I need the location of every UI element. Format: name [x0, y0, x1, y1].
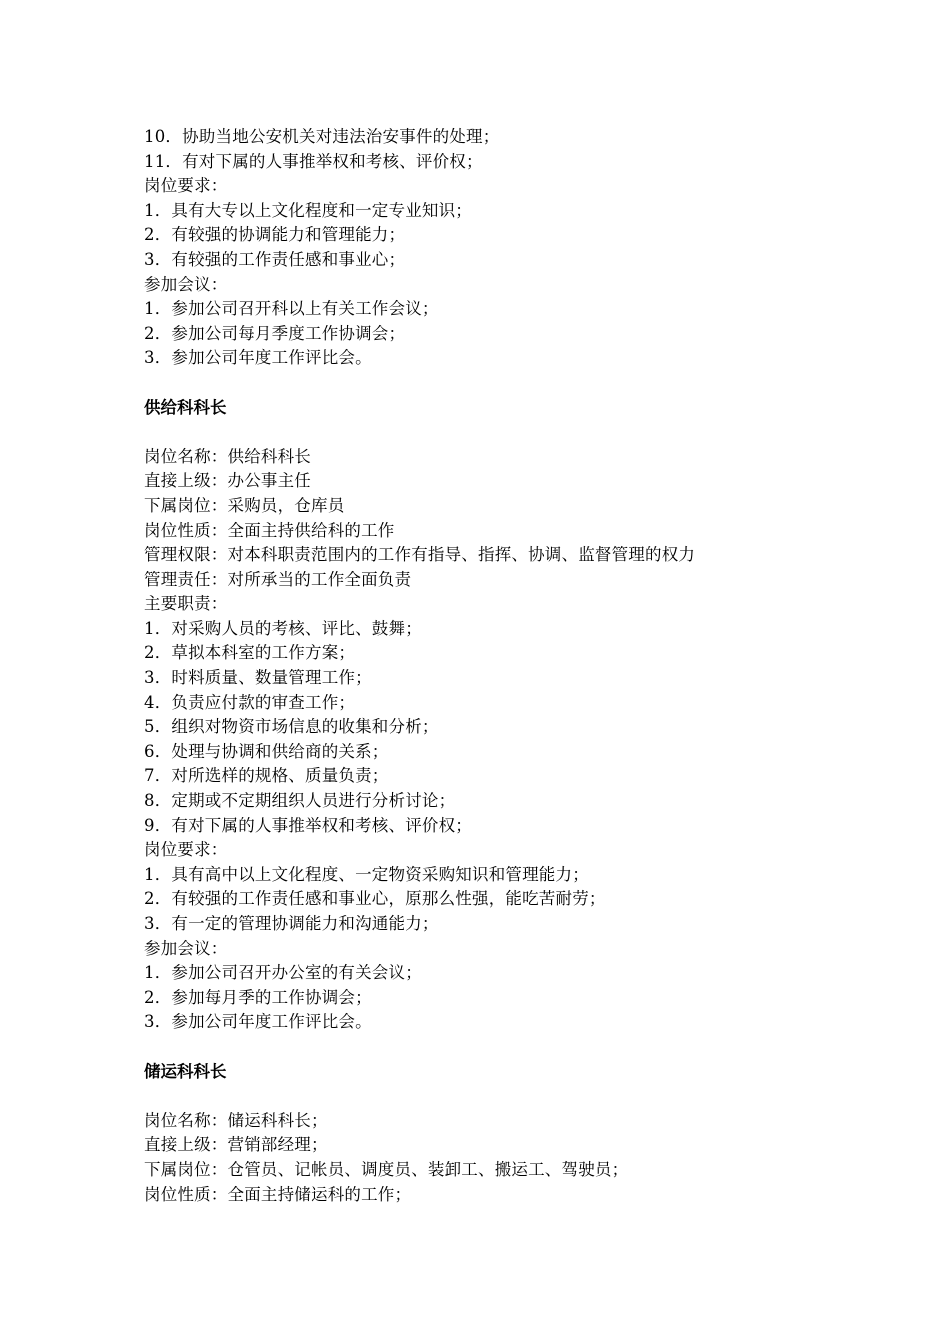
spacer	[144, 1084, 844, 1109]
text-line: 主要职责：	[144, 594, 228, 614]
text-line: 1．对采购人员的考核、评比、鼓舞；	[144, 618, 422, 638]
document-page	[144, 125, 844, 1207]
text-line: 参加会议：	[144, 274, 228, 294]
text-line: 5．组织对物资市场信息的收集和分析；	[144, 717, 439, 737]
text-line: 管理权限：对本科职责范围内的工作有指导、指挥、协调、监督管理的权力	[144, 545, 696, 565]
section-heading: 储运科科长	[144, 1061, 227, 1081]
spacer	[144, 371, 844, 396]
text-line: 1．具有大专以上文化程度和一定专业知识；	[144, 200, 472, 220]
text-line: 岗位要求：	[144, 176, 228, 196]
text-line: 岗位性质：全面主持储运科的工作；	[144, 1184, 412, 1204]
spacer	[144, 1035, 844, 1060]
text-line: 8．定期或不定期组织人员进行分析讨论；	[144, 791, 456, 811]
text-line: 2．草拟本科室的工作方案；	[144, 643, 356, 663]
text-line: 3．时料质量、数量管理工作；	[144, 668, 372, 688]
text-line: 9．有对下属的人事推举权和考核、评价权；	[144, 815, 472, 835]
section-continued-duties	[144, 125, 844, 371]
text-line: 2．有较强的工作责任感和事业心，原那么性强，能吃苦耐劳；	[144, 889, 606, 909]
text-line: 直接上级：办公事主任	[144, 471, 311, 491]
text-line: 6．处理与协调和供给商的关系；	[144, 741, 389, 761]
text-line: 岗位要求：	[144, 840, 228, 860]
text-line: 下属岗位：采购员，仓库员	[144, 495, 345, 515]
spacer	[144, 420, 844, 445]
text-line: 3．参加公司年度工作评比会。	[144, 348, 372, 368]
section-storage-chief	[144, 1060, 844, 1208]
text-line: 10．协助当地公安机关对违法治安事件的处理；	[144, 127, 500, 146]
text-line: 3．有一定的管理协调能力和沟通能力；	[144, 914, 439, 933]
text-line: 4．负责应付款的审查工作；	[144, 692, 356, 712]
text-line: 2．参加每月季的工作协调会；	[144, 987, 372, 1007]
text-line: 3．有较强的工作责任感和事业心；	[144, 249, 406, 269]
text-line: 直接上级：营销部经理；	[144, 1135, 328, 1155]
text-line: 岗位名称：供给科科长	[144, 446, 311, 466]
section-heading: 供给科科长	[144, 397, 227, 417]
text-line: 岗位性质：全面主持供给科的工作	[144, 520, 395, 540]
text-line: 参加会议：	[144, 938, 228, 958]
text-line: 11．有对下属的人事推举权和考核、评价权；	[144, 151, 483, 171]
text-line: 2．参加公司每月季度工作协调会；	[144, 323, 406, 343]
text-line: 1．参加公司召开科以上有关工作会议；	[144, 299, 439, 319]
text-line: 岗位名称：储运科科长；	[144, 1110, 328, 1130]
text-line: 3．参加公司年度工作评比会。	[144, 1012, 372, 1032]
text-line: 2．有较强的协调能力和管理能力；	[144, 225, 406, 245]
text-line: 管理责任：对所承当的工作全面负责	[144, 569, 412, 589]
section-supply-chief	[144, 396, 844, 1035]
text-line: 7．对所选样的规格、质量负责；	[144, 766, 389, 786]
text-line: 1．参加公司召开办公室的有关会议；	[144, 963, 422, 983]
text-line: 1．具有高中以上文化程度、一定物资采购知识和管理能力；	[144, 864, 589, 884]
text-line: 下属岗位：仓管员、记帐员、调度员、装卸工、搬运工、驾驶员；	[144, 1159, 629, 1179]
